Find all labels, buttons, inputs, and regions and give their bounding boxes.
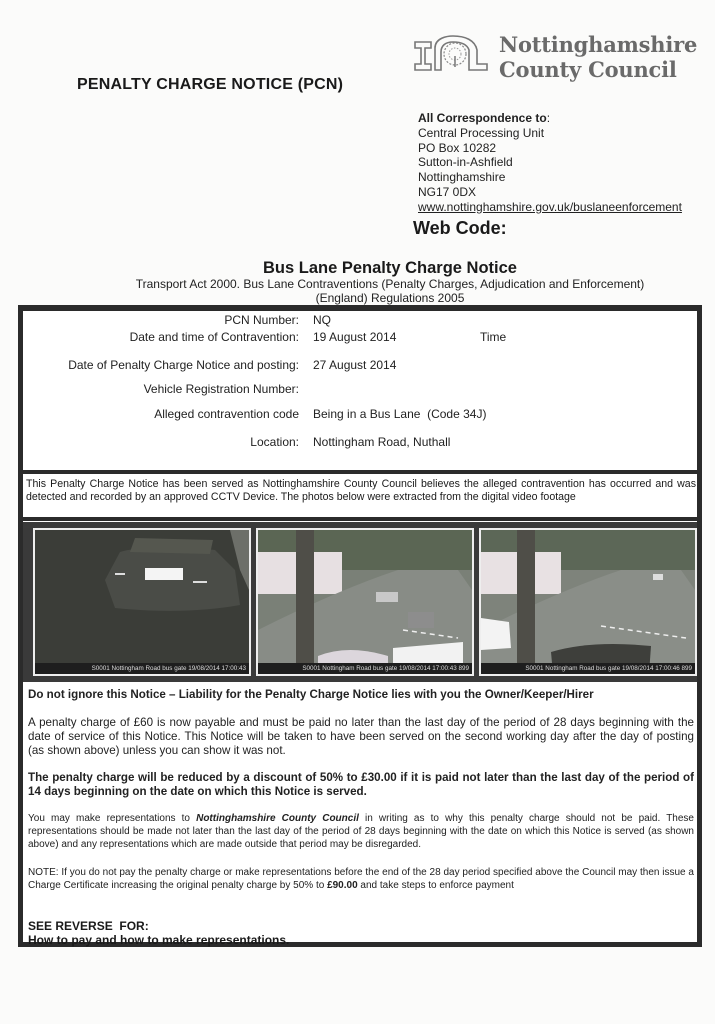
subtitle-line2: (England) Regulations 2005: [315, 291, 465, 305]
address-line: Sutton-in-Ashfield: [418, 155, 513, 170]
contravention-date-label: Date and time of Contravention:: [129, 330, 299, 344]
notice-date-label: Date of Penalty Charge Notice and posting:: [68, 358, 299, 372]
address-line: Central Processing Unit: [418, 125, 545, 140]
cctv-photo: [479, 528, 697, 676]
road-scene-image-icon: [258, 530, 472, 674]
photo-caption: S0001 Nottingham Road bus gate 19/08/2014 17:00:46 899: [481, 663, 695, 674]
location-value: Nottingham Road, Nuthall: [313, 435, 451, 449]
address-line: PO Box 10282: [418, 140, 497, 155]
cctv-photo: [33, 528, 251, 676]
web-code-label: Web Code:: [413, 218, 507, 238]
car-rear-image-icon: [35, 530, 249, 674]
notice-subtitle: [80, 277, 700, 305]
cctv-photos: [23, 522, 697, 682]
road-scene-image-icon: [481, 530, 695, 674]
photo-caption: S0001 Nottingham Road bus gate 19/08/2014 17:00:43 899: [258, 663, 472, 674]
council-name-line2: County Council: [499, 57, 677, 82]
representations-text: in writing as to why this penalty charge should not be paid. These representations should be made not later than the last day of the period of 28 days beginning with the date on which this Notice is served (as shown above) and any representations which are made outside that period may be disregarded.: [28, 813, 694, 850]
representations-council-name: Nottinghamshire County Council: [196, 813, 359, 824]
discount-paragraph: The penalty charge will be reduced by a discount of 50% to £30.00 if it is paid not later than the last day of the period of 14 days beginning on the date on which this Notice is served.: [28, 771, 694, 798]
pcn-details: [24, 312, 696, 470]
note-text: NOTE: If you do not pay the penalty charge or make representations before the end of the 28 day period specified above the Council may then issue a Charge Certificate increasing the original penalty charge by 50% to: [28, 867, 694, 891]
charge-certificate-amount: £90.00: [327, 880, 358, 891]
contravention-date-value: 19 August 2014: [313, 330, 397, 344]
served-statement: This Penalty Charge Notice has been served as Nottinghamshire County Council believes the alleged contravention has occurred and was detected and recorded by an approved CCTV Device. The photos below were extracted from the digital video footage: [26, 478, 696, 503]
council-name: [499, 32, 697, 82]
correspondence-heading: All Correspondence to: [418, 111, 547, 125]
representations-paragraph: [28, 812, 694, 851]
note-paragraph: [28, 866, 694, 892]
pcn-title: PENALTY CHARGE NOTICE (PCN): [77, 76, 344, 93]
contravention-code-label: Alleged contravention code: [154, 407, 299, 421]
payable-paragraph: A penalty charge of £60 is now payable and must be paid no later than the last day of the period of 28 days beginning with the date of service of this Notice. This Notice will be taken to have been served on the second working day after the day of posting (as shown above) unless you can show it was not.: [28, 716, 694, 757]
notice-title: Bus Lane Penalty Charge Notice: [263, 259, 517, 277]
oak-tree-logo-icon: [413, 34, 489, 78]
cctv-photo: [256, 528, 474, 676]
notice-date-value: 27 August 2014: [313, 358, 397, 372]
representations-text: You may make representations to: [28, 813, 197, 824]
photo-caption: S0001 Nottingham Road bus gate 19/08/2014 17:00:43: [35, 663, 249, 674]
contravention-time-label: Time: [480, 330, 507, 344]
address-line: NG17 0DX: [418, 184, 477, 199]
location-label: Location:: [250, 435, 299, 449]
see-reverse-heading: SEE REVERSE FOR:: [28, 919, 149, 933]
liability-statement: Do not ignore this Notice – Liability for the Penalty Charge Notice lies with you the Owner/Keeper/Hirer: [28, 688, 594, 701]
divider: [18, 517, 702, 521]
website-link[interactable]: www.nottinghamshire.gov.uk/buslaneenforcement: [418, 199, 682, 214]
note-text: and take steps to enforce payment: [357, 880, 514, 891]
correspondence-address: [418, 111, 682, 215]
address-line: Nottinghamshire: [418, 170, 506, 185]
contravention-code-value: Being in a Bus Lane (Code 34J): [313, 407, 487, 421]
see-reverse: [28, 919, 289, 947]
council-logo: [413, 30, 713, 86]
divider: [18, 470, 702, 474]
vehicle-reg-label: Vehicle Registration Number:: [143, 382, 299, 396]
subtitle-line1: Transport Act 2000. Bus Lane Contraventions (Penalty Charges, Adjudication and Enforcement): [135, 277, 645, 291]
council-name-line1: Nottinghamshire: [499, 32, 698, 57]
pcn-number-label: PCN Number:: [224, 313, 299, 327]
how-to-pay: How to pay and how to make representations.: [28, 933, 290, 947]
correspondence-colon: :: [546, 111, 551, 125]
pcn-number-value: NQ: [313, 313, 331, 327]
